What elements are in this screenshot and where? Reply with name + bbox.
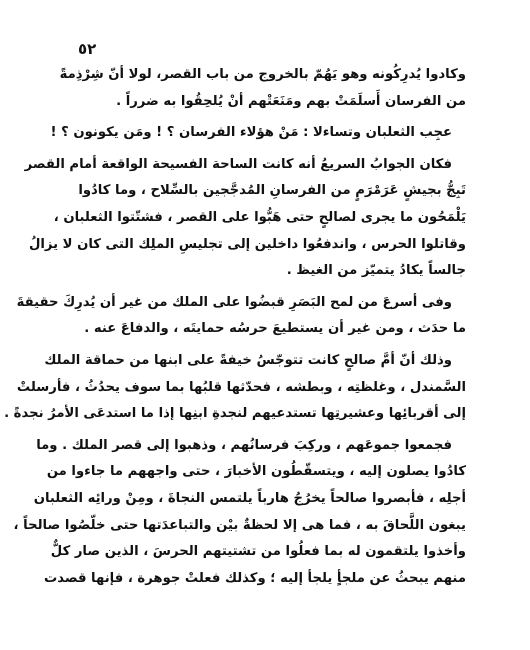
text-line: ما حدَث ، ومن غير أن يستطيعَ حرسُه حمايتَه ، والدفاعَ عنه . xyxy=(84,321,466,337)
text-line: السَّمندل ، وغلظتِه ، وبطشه ، فحدّثها قلبُها بما سوف يحدُثُ ، فأرسلتْ xyxy=(16,379,466,395)
body-text xyxy=(4,62,466,592)
page-number: ٥٢ xyxy=(78,40,97,58)
paragraph xyxy=(4,348,466,428)
text-line: وذلك أنّ أمَّ صالحٍ كانت تتوجّسُ خيفةً على ابنها من حماقة الملك xyxy=(44,352,452,368)
text-line: من الفرسان أَسلَمَتْ بهم ومَنَعَتْهم أنْ يُلحِقُوا به ضرراً . xyxy=(116,93,466,109)
text-line: كادُوا يصلون إليه ، ويتسقّطُون الأخبارَ ، حتى واجههم ما جاءوا من xyxy=(46,464,466,480)
paragraph xyxy=(24,152,466,285)
paragraph xyxy=(59,62,466,115)
text-line: يبغون اللَّحاقَ به ، فما هى إلا لحظةٌ بيْن والتباعدَتها حتى خلّصُوا صالحاً ، xyxy=(13,517,466,533)
text-line: إلى أقربائِها وعشيرتِها تستدعيهم لنجدةِ ابنِها إذا ما استدعَى الأمرُ نجدةً . xyxy=(4,406,466,422)
text-line: فكان الجوابُ السريعُ أنه كانت الساحة الفسيحة الواقعة أمام القصر xyxy=(24,156,452,172)
paragraph xyxy=(16,290,466,343)
text-line: فجمعوا جموعَهم ، وركِبَ فرسانُهم ، وذهبوا إلى قصر الملك . وما xyxy=(36,437,452,453)
text-line: وأخذوا يلتقمون له بما فعلُوا من تشتيتهم الحرسَ ، الذين صار كلٌّ xyxy=(50,544,466,560)
paragraph xyxy=(13,433,466,593)
paragraph xyxy=(50,120,466,147)
text-line: وقاتلوا الحرس ، واندفعُوا داخلين إلى تجليسِ الملِك التى كان لا يزالُ xyxy=(28,236,466,252)
text-line: يَلْمَحُون ما يجرى لصالحٍ حتى هَبُّوا على القصر ، فشتّتوا الثعلبان ، xyxy=(53,209,466,225)
text-line: وكادوا يُدرِكُونه وهو يَهُمّ بالخروج من باب القصر، لولا أنّ شِرْذِمةً xyxy=(59,67,466,82)
text-line: وفى أسرعَ من لمح البَصَرِ قبضُوا على الملك من غير أن يُدرِكَ حقيقةَ xyxy=(16,294,452,310)
text-line: منهم يبحثُ عن ملجأٍ يلجأ إليه ؛ وكذلك فعلتْ جوهرة ، فإنها قصدت xyxy=(43,570,466,586)
text-line: أجلِه ، فأبصروا صالحاً يخرُجُ هارباً يلتمس النجاةَ ، ومِنْ ورائِه الثعلبان xyxy=(33,490,466,506)
text-line: جالساً يكادُ يتميّز من الغيظ . xyxy=(286,263,466,279)
text-line: تَبِجُّ بجيشٍ عَرَمْرَمٍ من الفرسانِ المُدجَّجين بالسِّلاح ، وما كادُوا xyxy=(78,183,466,199)
text-line: عجِب الثعلبان وتساءلا : مَنْ هؤلاء الفرسان ؟ ! ومَن يكونون ؟ ! xyxy=(50,125,452,141)
